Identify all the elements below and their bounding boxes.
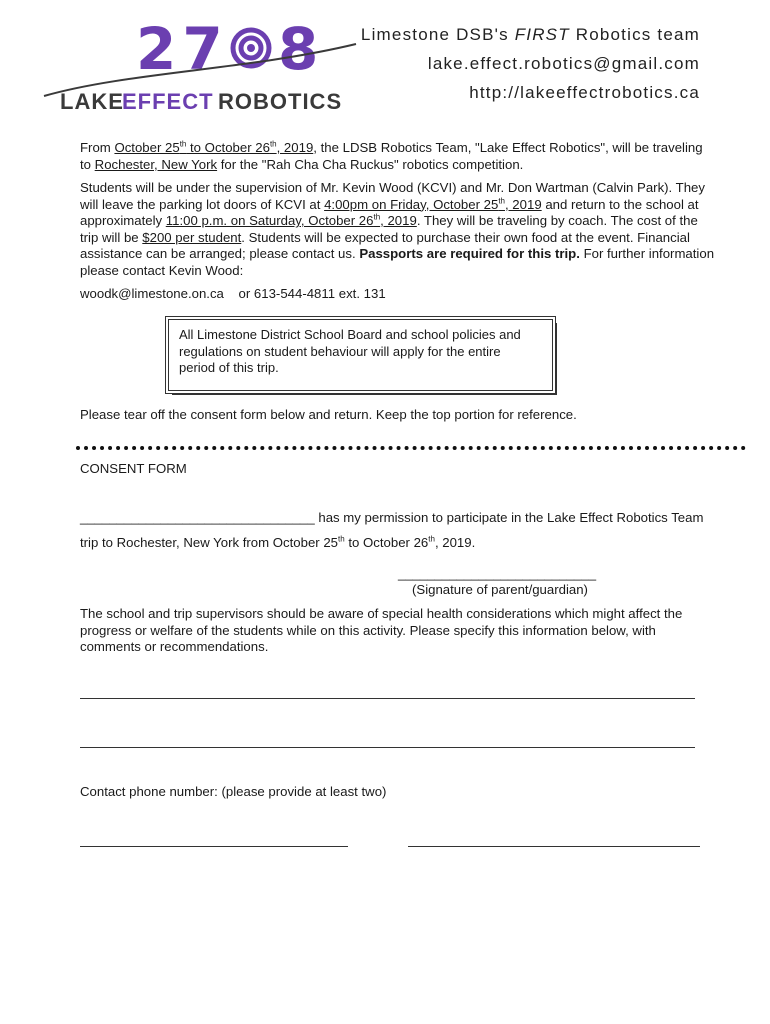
svg-text:8: 8 [278,15,319,83]
policy-notice-box: All Limestone District School Board and school policies and regulations on student behaviour will apply for the entire period of this trip. [168,319,553,391]
team-name: Limestone DSB's FIRST Robotics team [360,25,700,44]
phone-number-line-1[interactable] [80,846,348,847]
health-info-line-1[interactable] [80,698,695,699]
signature-label: (Signature of parent/guardian) [412,582,588,597]
team-email: lake.effect.robotics@gmail.com [427,54,700,73]
team-contact-header [361,20,700,107]
consent-form-title: CONSENT FORM [80,461,187,476]
contact-phone-label: Contact phone number: (please provide at least two) [80,784,387,799]
svg-text:LAKE: LAKE [60,89,124,114]
svg-text:EFFECT: EFFECT [122,89,214,114]
lake-effect-robotics-logo [38,14,358,114]
svg-text:ROBOTICS: ROBOTICS [218,89,343,114]
tear-line-divider [76,446,746,450]
contact-phone: or 613-544-4811 ext. 131 [238,286,386,301]
phone-number-line-2[interactable] [408,846,700,847]
health-considerations-paragraph: The school and trip supervisors should be aware of special health considerations which might affect the progress or welfare of the students while on this activity. Please specify this information below, with comments or recommendations. [80,606,683,655]
team-website: http://lakeeffectrobotics.ca [469,83,700,102]
health-info-line-2[interactable] [80,747,695,748]
student-name-blank[interactable]: ________________________________ [80,510,315,525]
svg-text:27: 27 [136,15,229,83]
tear-off-instruction: Please tear off the consent form below and return. Keep the top portion for reference. [80,407,577,422]
trip-dates-line: trip to Rochester, New York from October 25th to October 26th, 2019. [80,534,476,550]
trip-details-paragraph: Students will be under the supervision of Mr. Kevin Wood (KCVI) and Mr. Don Wartman (Calvin Park). They will leave the parking lot doors of KCVI at 4:00pm on Friday, October 25th, 2019 and return to the school at approximately 11:00 p.m. on Saturday, October 26th, 2019. They will be traveling by coach. The cost of the trip will be $200 per student. Students will be expected to purchase their own food at the event. Financial assistance can be arranged; please contact us. Passports are required for this trip. For further information please contact Kevin Wood: [80,180,715,278]
contact-line [80,286,750,303]
permission-line: ________________________________ has my permission to participate in the Lake Effect Robotics Team [80,510,704,525]
contact-email: woodk@limestone.on.ca [80,286,224,301]
signature-blank[interactable]: ___________________________ [398,566,597,581]
intro-paragraph: From October 25th to October 26th, 2019, the LDSB Robotics Team, "Lake Effect Robotics", will be traveling to Rochester, New York for the "Rah Cha Cha Ruckus" robotics competition. [80,139,703,172]
